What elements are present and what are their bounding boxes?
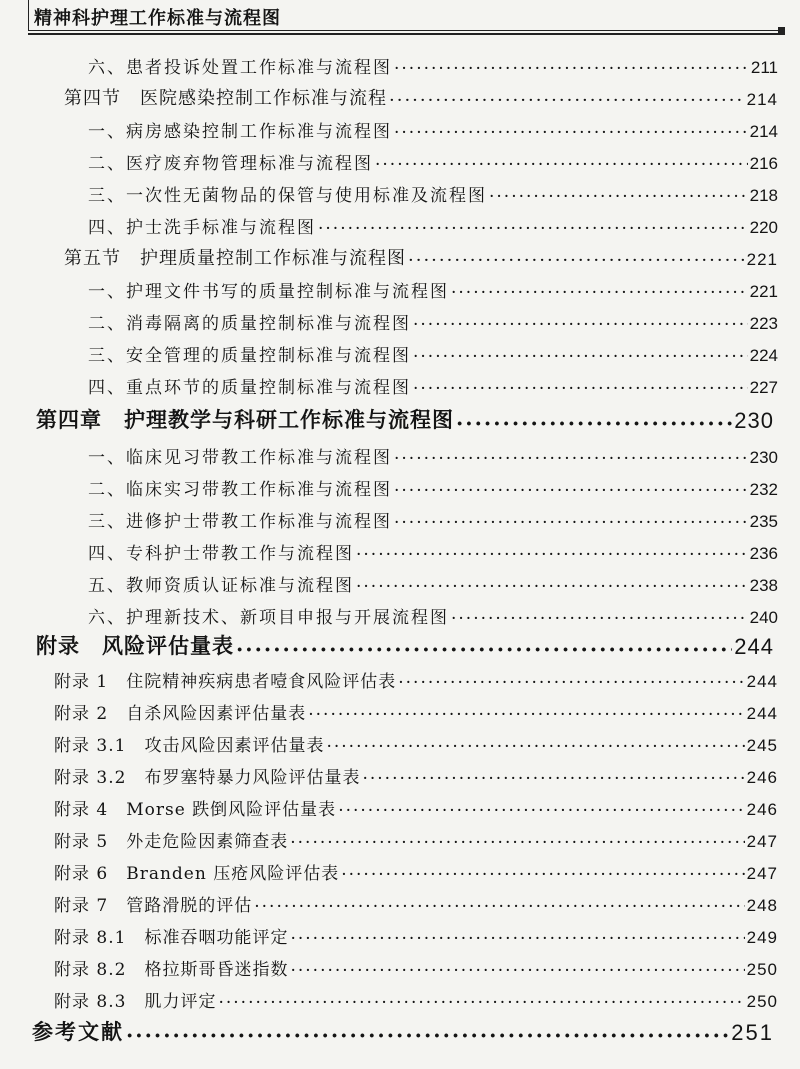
toc-entry[interactable] bbox=[0, 596, 800, 628]
toc-entry-title: 二、医疗废弃物管理标准与流程图 bbox=[88, 154, 373, 174]
dot-leader bbox=[389, 92, 745, 110]
running-header bbox=[0, 0, 800, 30]
toc-entry-page: 227 bbox=[749, 378, 778, 397]
toc-entry-page: 251 bbox=[731, 1020, 774, 1045]
dot-leader bbox=[413, 317, 748, 334]
toc-entry[interactable] bbox=[0, 174, 800, 206]
toc-entry-page: 249 bbox=[746, 928, 778, 947]
toc-entry-page: 211 bbox=[750, 58, 778, 77]
dot-leader bbox=[394, 451, 748, 468]
dot-leader bbox=[398, 675, 744, 692]
toc-entry-page: 220 bbox=[749, 218, 778, 237]
header-rule-thick bbox=[28, 33, 784, 35]
toc-entry-title: 附录 4 Morse 跌倒风险评估量表 bbox=[54, 800, 337, 820]
dot-leader bbox=[362, 771, 744, 788]
dot-leader bbox=[394, 483, 748, 500]
toc-entry-page: 246 bbox=[746, 800, 778, 819]
toc-entry-title: 附录 8.2 格拉斯哥昏迷指数 bbox=[54, 960, 289, 980]
toc-section-entry[interactable] bbox=[0, 78, 800, 110]
toc-entry-title: 四、护士洗手标准与流程图 bbox=[88, 218, 316, 238]
toc-entry-title: 附录 8.1 标准吞咽功能评定 bbox=[54, 928, 289, 948]
toc-entry-page: 224 bbox=[749, 346, 778, 365]
toc-entry-title: 附录 1 住院精神疾病患者噎食风险评估表 bbox=[54, 672, 397, 692]
toc-entry[interactable] bbox=[0, 302, 800, 334]
toc-entry-title: 第四节 医院感染控制工作标准与流程 bbox=[64, 88, 387, 109]
toc-entry-title: 六、患者投诉处置工作标准与流程图 bbox=[88, 58, 392, 78]
toc-entry[interactable] bbox=[0, 532, 800, 564]
toc-entry-title: 附录 风险评估量表 bbox=[36, 633, 234, 658]
dot-leader bbox=[126, 1025, 729, 1046]
toc-section-entry[interactable] bbox=[0, 238, 800, 270]
toc-entry-title: 附录 6 Branden 压疮风险评估表 bbox=[54, 864, 340, 884]
toc-entry-page: 250 bbox=[746, 960, 778, 979]
toc-entry-title: 三、一次性无菌物品的保管与使用标准及流程图 bbox=[88, 186, 487, 206]
dot-leader bbox=[290, 835, 744, 852]
toc-chapter-entry[interactable] bbox=[0, 628, 800, 660]
dot-leader bbox=[341, 867, 744, 884]
toc-appendix-entry[interactable] bbox=[0, 724, 800, 756]
toc-entry[interactable] bbox=[0, 366, 800, 398]
toc-entry[interactable] bbox=[0, 46, 800, 78]
dot-leader bbox=[290, 931, 744, 948]
toc-appendix-entry[interactable] bbox=[0, 852, 800, 884]
dot-leader bbox=[308, 707, 744, 724]
dot-leader bbox=[394, 61, 749, 78]
toc-entry-page: 247 bbox=[746, 832, 778, 851]
toc-entry-title: 一、临床见习带教工作标准与流程图 bbox=[88, 448, 392, 468]
toc-entry-page: 244 bbox=[734, 634, 774, 659]
toc-references-entry[interactable] bbox=[0, 1014, 800, 1046]
toc-entry[interactable] bbox=[0, 468, 800, 500]
toc-appendix-entry[interactable] bbox=[0, 948, 800, 980]
toc-entry-page: 216 bbox=[749, 154, 778, 173]
toc-entry-page: 230 bbox=[734, 408, 774, 433]
toc-entry-page: 221 bbox=[746, 250, 778, 269]
toc-entry[interactable] bbox=[0, 142, 800, 174]
toc-entry[interactable] bbox=[0, 110, 800, 142]
dot-leader bbox=[489, 189, 748, 206]
toc-appendix-entry[interactable] bbox=[0, 916, 800, 948]
dot-leader bbox=[290, 963, 744, 980]
toc-entry[interactable] bbox=[0, 500, 800, 532]
header-rule-vertical bbox=[28, 0, 29, 30]
toc-entry-title: 附录 5 外走危险因素筛查表 bbox=[54, 832, 289, 852]
toc-appendix-entry[interactable] bbox=[0, 788, 800, 820]
toc-entry-page: 246 bbox=[746, 768, 778, 787]
toc-entry-title: 附录 8.3 肌力评定 bbox=[54, 992, 217, 1012]
toc-entry-page: 247 bbox=[746, 864, 778, 883]
dot-leader bbox=[318, 221, 748, 238]
dot-leader bbox=[338, 803, 744, 820]
toc-appendix-entry[interactable] bbox=[0, 660, 800, 692]
toc-entry-title: 附录 3.2 布罗塞特暴力风险评估量表 bbox=[54, 768, 361, 788]
toc-entry-page: 230 bbox=[749, 448, 778, 467]
toc-entry-title: 第四章 护理教学与科研工作标准与流程图 bbox=[36, 407, 454, 432]
dot-leader bbox=[375, 157, 748, 174]
dot-leader bbox=[413, 381, 748, 398]
toc-entry-title: 四、专科护士带教工作与流程图 bbox=[88, 544, 354, 564]
dot-leader bbox=[456, 413, 732, 434]
header-end-mark bbox=[778, 27, 785, 35]
toc-entry[interactable] bbox=[0, 270, 800, 302]
toc-entry-page: 214 bbox=[746, 90, 778, 109]
toc-appendix-entry[interactable] bbox=[0, 884, 800, 916]
dot-leader bbox=[394, 515, 748, 532]
toc-entry-title: 四、重点环节的质量控制标准与流程图 bbox=[88, 378, 411, 398]
dot-leader bbox=[236, 639, 732, 660]
toc-entry[interactable] bbox=[0, 564, 800, 596]
dot-leader bbox=[356, 579, 748, 596]
toc-appendix-entry[interactable] bbox=[0, 692, 800, 724]
toc-entry-title: 一、护理文件书写的质量控制标准与流程图 bbox=[88, 282, 449, 302]
toc-chapter-entry[interactable] bbox=[0, 402, 800, 434]
toc-entry-page: 244 bbox=[746, 672, 778, 691]
toc-entry-title: 一、病房感染控制工作标准与流程图 bbox=[88, 122, 392, 142]
toc-entry-page: 235 bbox=[749, 512, 778, 531]
toc-entry[interactable] bbox=[0, 436, 800, 468]
toc-entry-page: 240 bbox=[749, 608, 778, 627]
toc-entry-title: 第五节 护理质量控制工作标准与流程图 bbox=[64, 248, 406, 269]
toc-entry-page: 218 bbox=[749, 186, 778, 205]
toc-appendix-entry[interactable] bbox=[0, 756, 800, 788]
toc-entry-title: 附录 7 管路滑脱的评估 bbox=[54, 896, 253, 916]
dot-leader bbox=[413, 349, 748, 366]
toc-entry-title: 附录 3.1 攻击风险因素评估量表 bbox=[54, 736, 325, 756]
toc-entry-title: 附录 2 自杀风险因素评估量表 bbox=[54, 704, 307, 724]
toc-appendix-entry[interactable] bbox=[0, 820, 800, 852]
toc-entry-title: 五、教师资质认证标准与流程图 bbox=[88, 576, 354, 596]
toc-entry-page: 236 bbox=[749, 544, 778, 563]
dot-leader bbox=[408, 252, 745, 270]
toc-entry[interactable] bbox=[0, 206, 800, 238]
toc-entry-page: 214 bbox=[749, 122, 778, 141]
toc-entry-title: 三、进修护士带教工作标准与流程图 bbox=[88, 512, 392, 532]
dot-leader bbox=[254, 899, 744, 916]
toc-entry-page: 223 bbox=[749, 314, 778, 333]
toc-entry-page: 245 bbox=[746, 736, 778, 755]
dot-leader bbox=[394, 125, 748, 142]
toc-entry-page: 238 bbox=[749, 576, 778, 595]
toc-entry-page: 248 bbox=[746, 896, 778, 915]
dot-leader bbox=[326, 739, 744, 756]
dot-leader bbox=[356, 547, 748, 564]
toc-entry-page: 232 bbox=[749, 480, 778, 499]
toc-entry-page: 221 bbox=[749, 282, 778, 301]
dot-leader bbox=[218, 995, 744, 1012]
header-rule bbox=[28, 30, 784, 31]
toc-entry-page: 244 bbox=[746, 704, 778, 723]
toc-entry-title: 六、护理新技术、新项目申报与开展流程图 bbox=[88, 608, 449, 628]
toc-entry-page: 250 bbox=[746, 992, 778, 1011]
toc-entry[interactable] bbox=[0, 334, 800, 366]
toc-entry-title: 二、消毒隔离的质量控制标准与流程图 bbox=[88, 314, 411, 334]
running-header-title: 精神科护理工作标准与流程图 bbox=[34, 8, 281, 29]
toc-entry-title: 参考文献 bbox=[32, 1019, 124, 1044]
dot-leader bbox=[451, 611, 748, 628]
toc-entry-title: 二、临床实习带教工作标准与流程图 bbox=[88, 480, 392, 500]
toc-entry-title: 三、安全管理的质量控制标准与流程图 bbox=[88, 346, 411, 366]
dot-leader bbox=[451, 285, 748, 302]
toc-appendix-entry[interactable] bbox=[0, 980, 800, 1012]
